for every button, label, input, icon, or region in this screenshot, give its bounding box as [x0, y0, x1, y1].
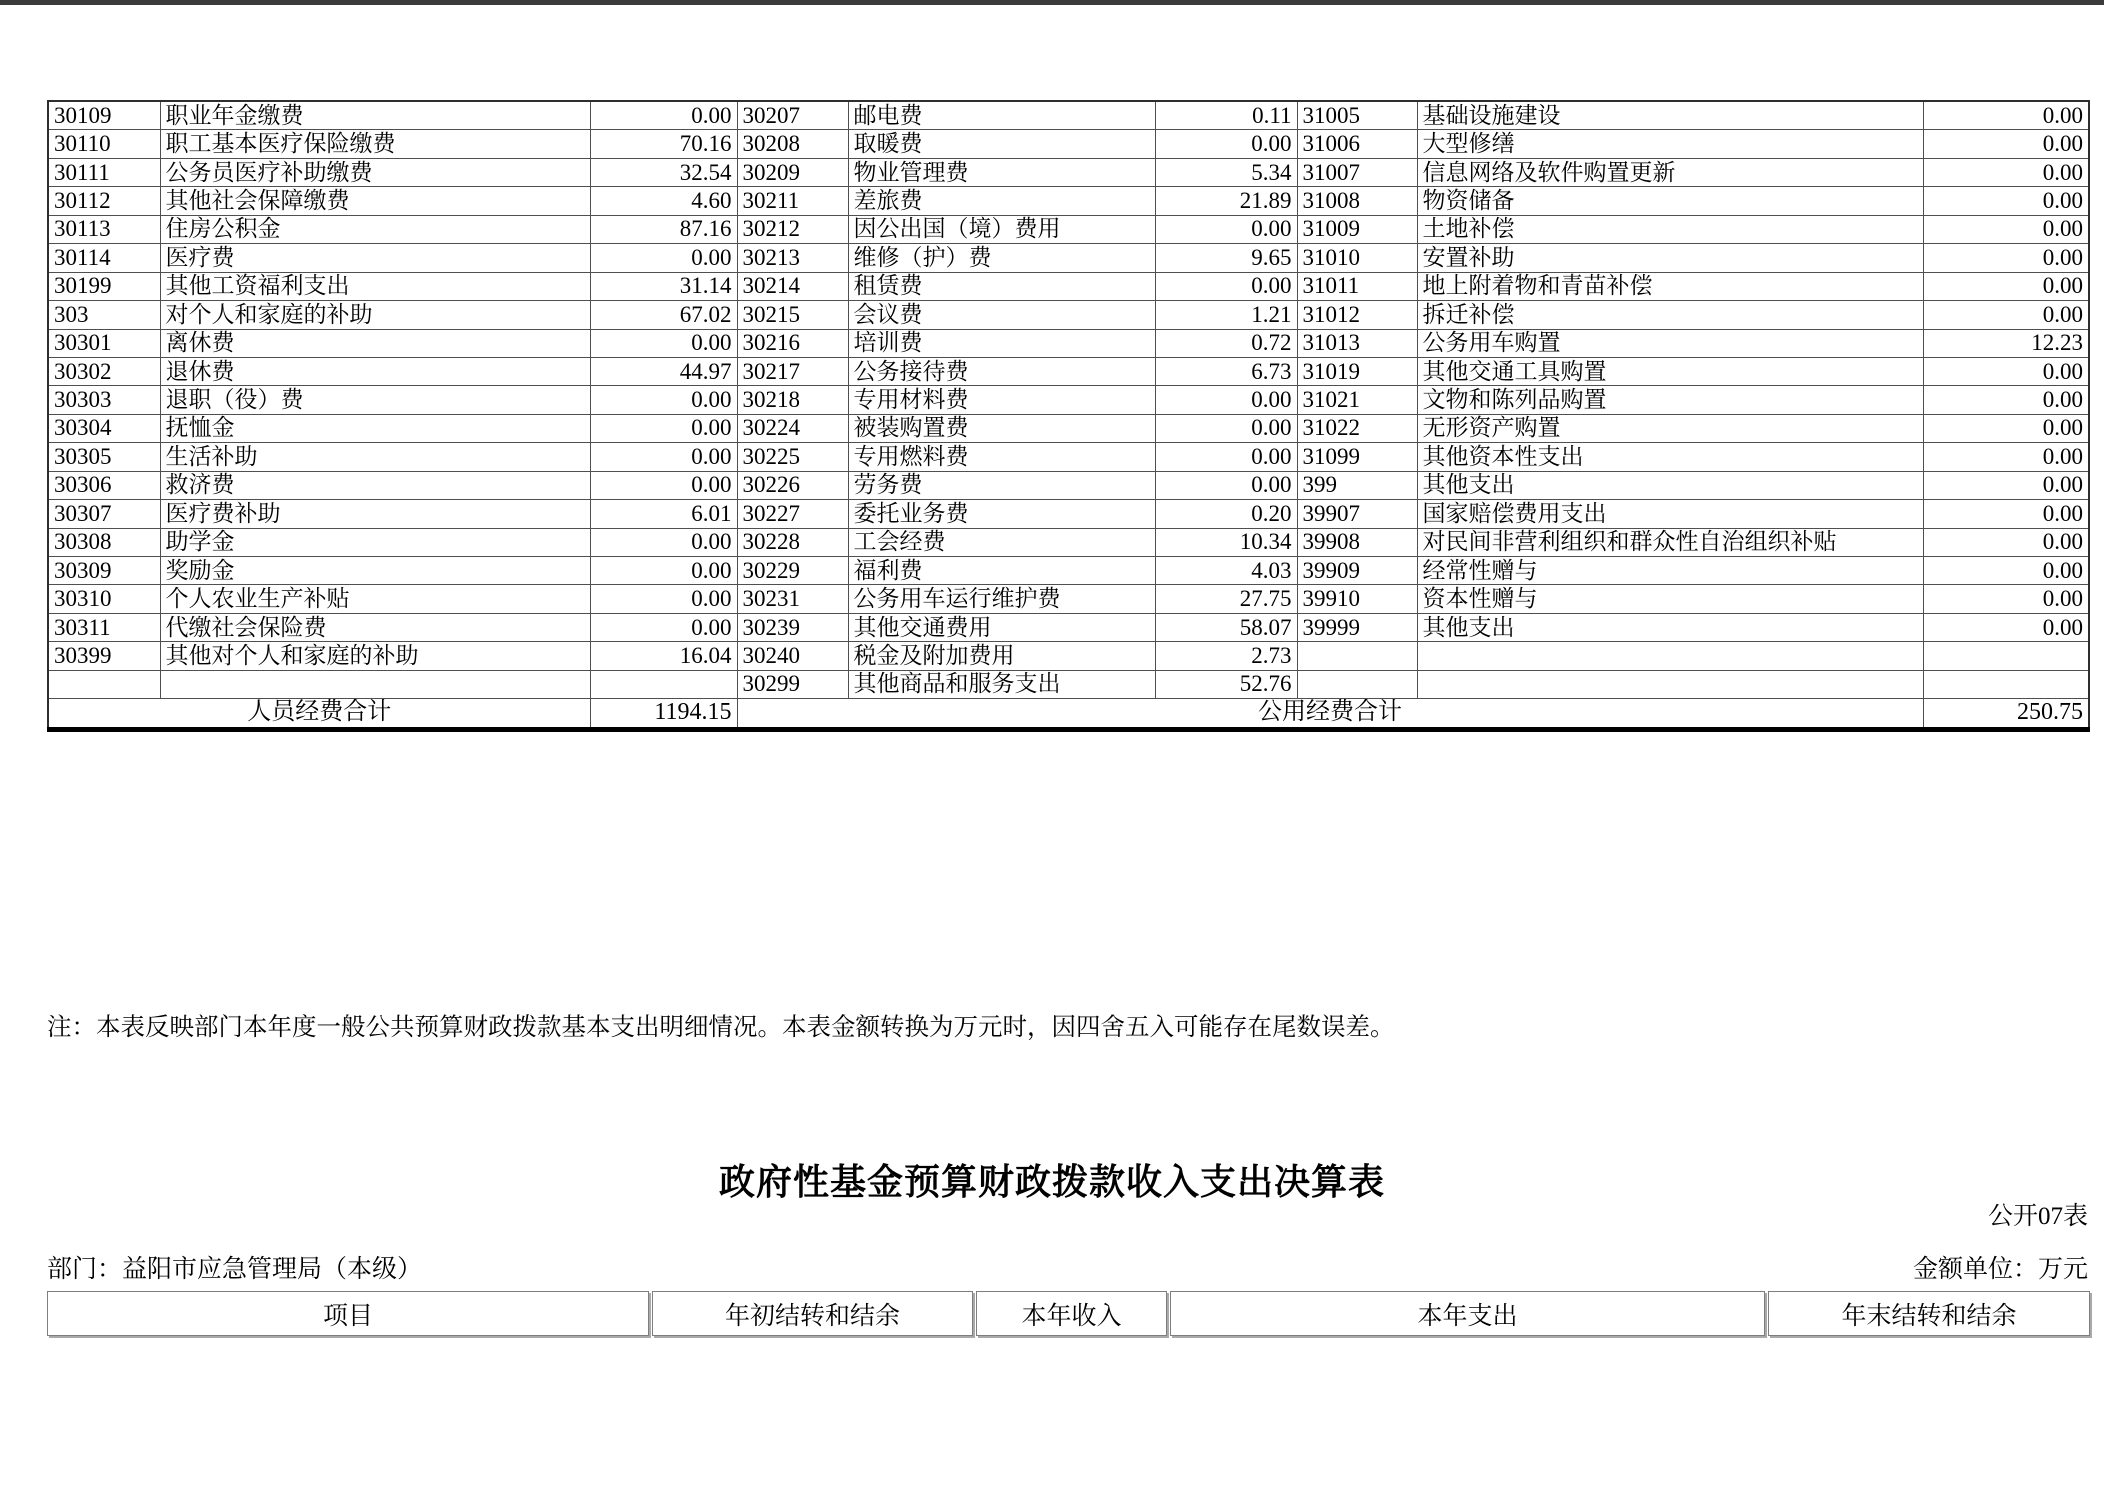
name-cell: 代缴社会保险费 [160, 613, 590, 641]
code-cell: 30305 [48, 443, 160, 471]
code-cell: 31012 [1297, 301, 1417, 329]
amount-unit-label: 金额单位：万元 [1912, 1256, 2088, 1283]
value-cell: 0.00 [1923, 613, 2089, 641]
name-cell: 公务用车运行维护费 [848, 585, 1155, 613]
value-cell: 6.73 [1155, 357, 1297, 385]
name-cell: 其他对个人和家庭的补助 [160, 642, 590, 670]
value-cell: 0.00 [590, 386, 737, 414]
value-cell: 0.00 [590, 471, 737, 499]
code-cell: 39908 [1297, 528, 1417, 556]
table-row [48, 329, 2089, 357]
code-cell: 30224 [737, 414, 848, 442]
value-cell: 0.00 [590, 585, 737, 613]
name-cell: 医疗费 [160, 244, 590, 272]
name-cell: 劳务费 [848, 471, 1155, 499]
value-cell: 10.34 [1155, 528, 1297, 556]
code-cell: 31022 [1297, 414, 1417, 442]
value-cell: 12.23 [1923, 329, 2089, 357]
code-cell: 30208 [737, 130, 848, 158]
gov-fund-table-title: 政府性基金预算财政拨款收入支出决算表 [718, 1162, 1385, 1202]
name-cell: 文物和陈列品购置 [1417, 386, 1923, 414]
code-cell: 30216 [737, 329, 848, 357]
code-cell [1297, 642, 1417, 670]
code-cell: 30299 [737, 670, 848, 698]
value-cell: 0.72 [1155, 329, 1297, 357]
table-row [48, 528, 2089, 556]
value-cell: 0.00 [1923, 244, 2089, 272]
value-cell: 0.00 [1155, 130, 1297, 158]
code-cell: 30228 [737, 528, 848, 556]
public-total-value: 250.75 [1923, 699, 2089, 729]
table-row [48, 130, 2089, 158]
gov-fund-table-header-row [47, 1291, 2090, 1336]
code-cell: 30110 [48, 130, 160, 158]
code-cell: 30227 [737, 500, 848, 528]
name-cell: 租赁费 [848, 272, 1155, 300]
table-row [48, 386, 2089, 414]
value-cell: 31.14 [590, 272, 737, 300]
name-cell: 公务接待费 [848, 357, 1155, 385]
code-cell: 30226 [737, 471, 848, 499]
name-cell: 抚恤金 [160, 414, 590, 442]
name-cell: 奖励金 [160, 557, 590, 585]
value-cell: 0.20 [1155, 500, 1297, 528]
name-cell: 退职（役）费 [160, 386, 590, 414]
value-cell: 0.00 [590, 557, 737, 585]
table-row [48, 101, 2089, 130]
code-cell: 31005 [1297, 101, 1417, 130]
name-cell: 培训费 [848, 329, 1155, 357]
value-cell: 87.16 [590, 215, 737, 243]
value-cell: 6.01 [590, 500, 737, 528]
code-cell: 30311 [48, 613, 160, 641]
value-cell: 0.00 [1923, 414, 2089, 442]
code-cell: 31009 [1297, 215, 1417, 243]
value-cell: 0.00 [1923, 386, 2089, 414]
department-label: 部门：益阳市应急管理局（本级） [47, 1256, 423, 1283]
name-cell: 离休费 [160, 329, 590, 357]
value-cell: 52.76 [1155, 670, 1297, 698]
code-cell: 30301 [48, 329, 160, 357]
name-cell: 对民间非营利组织和群众性自治组织补贴 [1417, 528, 1923, 556]
name-cell: 专用燃料费 [848, 443, 1155, 471]
name-cell: 物业管理费 [848, 158, 1155, 186]
name-cell: 税金及附加费用 [848, 642, 1155, 670]
name-cell: 安置补助 [1417, 244, 1923, 272]
value-cell: 0.00 [1923, 215, 2089, 243]
name-cell: 土地补偿 [1417, 215, 1923, 243]
table-row [48, 443, 2089, 471]
value-cell: 0.00 [1155, 443, 1297, 471]
name-cell: 其他交通工具购置 [1417, 357, 1923, 385]
name-cell: 物资储备 [1417, 187, 1923, 215]
column-header-4: 年末结转和结余 [1768, 1291, 2090, 1336]
value-cell: 9.65 [1155, 244, 1297, 272]
name-cell: 福利费 [848, 557, 1155, 585]
basic-expenditure-table-body [48, 101, 2089, 699]
code-cell: 30307 [48, 500, 160, 528]
table-row [48, 301, 2089, 329]
value-cell: 0.00 [1923, 158, 2089, 186]
name-cell: 因公出国（境）费用 [848, 215, 1155, 243]
value-cell [590, 670, 737, 698]
code-cell: 30212 [737, 215, 848, 243]
table-row [48, 642, 2089, 670]
table-row [48, 585, 2089, 613]
code-cell: 39999 [1297, 613, 1417, 641]
value-cell: 0.00 [1923, 101, 2089, 130]
name-cell: 其他商品和服务支出 [848, 670, 1155, 698]
value-cell: 0.00 [1155, 471, 1297, 499]
name-cell: 专用材料费 [848, 386, 1155, 414]
code-cell: 30215 [737, 301, 848, 329]
name-cell: 医疗费补助 [160, 500, 590, 528]
value-cell: 0.00 [590, 414, 737, 442]
name-cell: 取暖费 [848, 130, 1155, 158]
value-cell: 58.07 [1155, 613, 1297, 641]
value-cell [1923, 670, 2089, 698]
value-cell: 0.00 [590, 329, 737, 357]
value-cell: 0.00 [1923, 500, 2089, 528]
public-total-label: 公用经费合计 [737, 699, 1923, 729]
code-cell: 30306 [48, 471, 160, 499]
value-cell: 0.00 [590, 528, 737, 556]
name-cell: 会议费 [848, 301, 1155, 329]
value-cell: 21.89 [1155, 187, 1297, 215]
name-cell: 经常性赠与 [1417, 557, 1923, 585]
code-cell: 30399 [48, 642, 160, 670]
code-cell: 30225 [737, 443, 848, 471]
name-cell [160, 670, 590, 698]
value-cell: 32.54 [590, 158, 737, 186]
code-cell: 30199 [48, 272, 160, 300]
code-cell: 30308 [48, 528, 160, 556]
name-cell: 委托业务费 [848, 500, 1155, 528]
code-cell: 30309 [48, 557, 160, 585]
value-cell: 16.04 [590, 642, 737, 670]
column-header-0: 项目 [47, 1291, 649, 1336]
name-cell: 其他工资福利支出 [160, 272, 590, 300]
value-cell: 44.97 [590, 357, 737, 385]
name-cell: 地上附着物和青苗补偿 [1417, 272, 1923, 300]
value-cell: 4.03 [1155, 557, 1297, 585]
code-cell: 30310 [48, 585, 160, 613]
code-cell: 39907 [1297, 500, 1417, 528]
code-cell: 30207 [737, 101, 848, 130]
code-cell: 30209 [737, 158, 848, 186]
code-cell: 31019 [1297, 357, 1417, 385]
name-cell: 资本性赠与 [1417, 585, 1923, 613]
table-row [48, 670, 2089, 698]
name-cell: 生活补助 [160, 443, 590, 471]
value-cell: 0.00 [1923, 585, 2089, 613]
name-cell: 无形资产购置 [1417, 414, 1923, 442]
table-row [48, 357, 2089, 385]
code-cell: 30111 [48, 158, 160, 186]
table-row [48, 414, 2089, 442]
personnel-total-label: 人员经费合计 [48, 699, 590, 729]
value-cell: 0.00 [1923, 272, 2089, 300]
value-cell: 0.00 [1155, 272, 1297, 300]
name-cell: 其他交通费用 [848, 613, 1155, 641]
value-cell: 0.00 [1923, 187, 2089, 215]
name-cell: 职工基本医疗保险缴费 [160, 130, 590, 158]
code-cell: 30231 [737, 585, 848, 613]
column-header-2: 本年收入 [976, 1291, 1167, 1336]
code-cell: 30303 [48, 386, 160, 414]
name-cell: 拆迁补偿 [1417, 301, 1923, 329]
value-cell: 0.00 [1923, 557, 2089, 585]
code-cell: 399 [1297, 471, 1417, 499]
value-cell: 0.00 [1923, 443, 2089, 471]
table-row [48, 244, 2089, 272]
name-cell: 公务用车购置 [1417, 329, 1923, 357]
value-cell: 2.73 [1155, 642, 1297, 670]
value-cell: 1.21 [1155, 301, 1297, 329]
value-cell: 0.00 [1923, 528, 2089, 556]
code-cell: 31099 [1297, 443, 1417, 471]
code-cell [48, 670, 160, 698]
name-cell: 差旅费 [848, 187, 1155, 215]
name-cell: 大型修缮 [1417, 130, 1923, 158]
name-cell: 其他支出 [1417, 613, 1923, 641]
value-cell: 0.00 [1923, 471, 2089, 499]
page-top-divider [0, 0, 2104, 5]
table-footnote: 注：本表反映部门本年度一般公共预算财政拨款基本支出明细情况。本表金额转换为万元时，因四舍五入可能存在尾数误差。 [47, 1014, 1395, 1041]
name-cell: 助学金 [160, 528, 590, 556]
value-cell: 0.00 [590, 244, 737, 272]
table-row [48, 500, 2089, 528]
code-cell: 30240 [737, 642, 848, 670]
table-row [48, 272, 2089, 300]
table-row [48, 557, 2089, 585]
code-cell: 31011 [1297, 272, 1417, 300]
code-cell: 30211 [737, 187, 848, 215]
value-cell: 27.75 [1155, 585, 1297, 613]
code-cell: 31013 [1297, 329, 1417, 357]
name-cell: 基础设施建设 [1417, 101, 1923, 130]
column-header-3: 本年支出 [1170, 1291, 1765, 1336]
basic-expenditure-detail-table [47, 100, 2090, 732]
name-cell: 退休费 [160, 357, 590, 385]
code-cell: 31008 [1297, 187, 1417, 215]
name-cell: 救济费 [160, 471, 590, 499]
code-cell: 303 [48, 301, 160, 329]
value-cell: 0.00 [1923, 130, 2089, 158]
code-cell: 30114 [48, 244, 160, 272]
name-cell: 邮电费 [848, 101, 1155, 130]
name-cell: 住房公积金 [160, 215, 590, 243]
column-header-1: 年初结转和结余 [652, 1291, 973, 1336]
table-row [48, 158, 2089, 186]
name-cell: 个人农业生产补贴 [160, 585, 590, 613]
name-cell: 工会经费 [848, 528, 1155, 556]
code-cell: 30113 [48, 215, 160, 243]
code-cell: 31006 [1297, 130, 1417, 158]
totals-row [48, 699, 2089, 729]
value-cell: 0.00 [1923, 357, 2089, 385]
table-row [48, 613, 2089, 641]
name-cell: 公务员医疗补助缴费 [160, 158, 590, 186]
code-cell: 30112 [48, 187, 160, 215]
value-cell: 0.00 [590, 443, 737, 471]
code-cell: 31021 [1297, 386, 1417, 414]
name-cell: 其他资本性支出 [1417, 443, 1923, 471]
code-cell [1297, 670, 1417, 698]
personnel-total-value: 1194.15 [590, 699, 737, 729]
value-cell: 67.02 [590, 301, 737, 329]
code-cell: 31007 [1297, 158, 1417, 186]
value-cell [1923, 642, 2089, 670]
value-cell: 0.00 [1155, 386, 1297, 414]
code-cell: 30229 [737, 557, 848, 585]
name-cell: 被装购置费 [848, 414, 1155, 442]
value-cell: 0.00 [1155, 414, 1297, 442]
name-cell [1417, 642, 1923, 670]
table-row [48, 187, 2089, 215]
name-cell: 对个人和家庭的补助 [160, 301, 590, 329]
table-row [48, 471, 2089, 499]
code-cell: 30213 [737, 244, 848, 272]
value-cell: 0.00 [590, 613, 737, 641]
code-cell: 30109 [48, 101, 160, 130]
name-cell: 维修（护）费 [848, 244, 1155, 272]
code-cell: 30218 [737, 386, 848, 414]
name-cell: 其他支出 [1417, 471, 1923, 499]
code-cell: 30217 [737, 357, 848, 385]
code-cell: 30239 [737, 613, 848, 641]
name-cell: 信息网络及软件购置更新 [1417, 158, 1923, 186]
value-cell: 5.34 [1155, 158, 1297, 186]
value-cell: 0.00 [590, 101, 737, 130]
table-row [48, 215, 2089, 243]
code-cell: 31010 [1297, 244, 1417, 272]
code-cell: 30302 [48, 357, 160, 385]
value-cell: 70.16 [590, 130, 737, 158]
value-cell: 0.00 [1155, 215, 1297, 243]
name-cell [1417, 670, 1923, 698]
value-cell: 0.00 [1923, 301, 2089, 329]
code-cell: 30214 [737, 272, 848, 300]
code-cell: 39910 [1297, 585, 1417, 613]
table-code-label: 公开07表 [1987, 1203, 2088, 1230]
value-cell: 0.11 [1155, 101, 1297, 130]
code-cell: 30304 [48, 414, 160, 442]
name-cell: 国家赔偿费用支出 [1417, 500, 1923, 528]
name-cell: 职业年金缴费 [160, 101, 590, 130]
value-cell: 4.60 [590, 187, 737, 215]
name-cell: 其他社会保障缴费 [160, 187, 590, 215]
code-cell: 39909 [1297, 557, 1417, 585]
